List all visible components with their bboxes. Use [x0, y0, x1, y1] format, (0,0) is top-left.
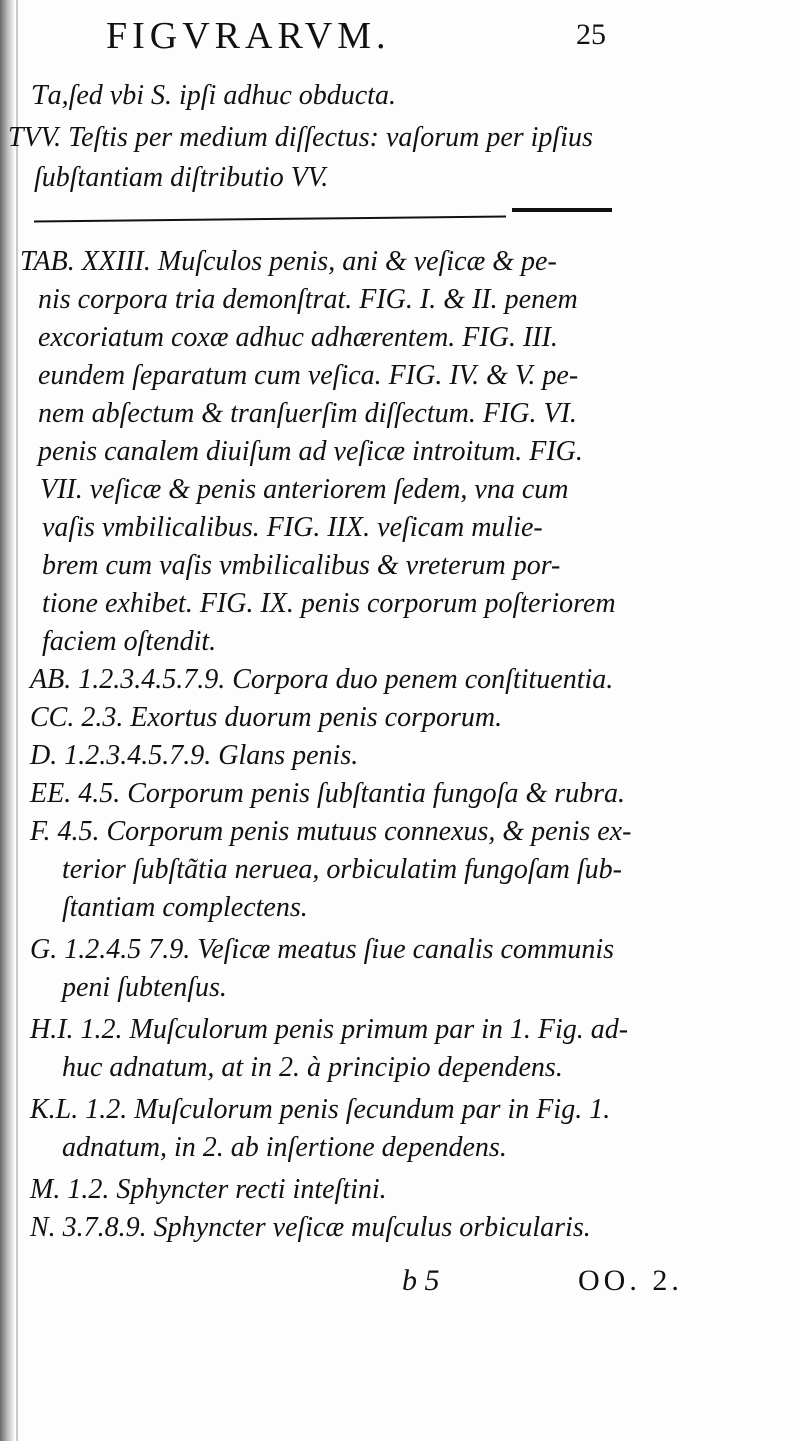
text-line: faciem oſtendit.: [42, 626, 217, 657]
text-line: Ƭa,ſed vbi S. ipſi adhuc obducta.: [32, 80, 396, 111]
legend-entry: F. 4.5. Corporum penis mutuus connexus, & penis ex-: [30, 816, 632, 847]
text-line: tione exhibet. FIG. IX. penis corporum poſteriorem: [42, 588, 616, 619]
horizontal-rule: [34, 216, 506, 223]
text-line: excoriatum coxæ adhuc adhærentem. FIG. III.: [38, 322, 558, 353]
text-line: vaſis vmbilicalibus. FIG. IIX. veſicam mulie-: [42, 512, 543, 543]
legend-entry-continued: huc adnatum, at in 2. à principio dependens.: [62, 1052, 563, 1083]
legend-entry: N. 3.7.8.9. Sphyncter veſicæ muſculus orbicularis.: [30, 1212, 591, 1243]
legend-entry-continued: terior ſubſtãtia neruea, orbiculatim fungoſam ſub-: [62, 854, 622, 885]
legend-entry: K.L. 1.2. Muſculorum penis ſecundum par in Fig. 1.: [30, 1094, 611, 1125]
text-line: VII. veſicæ & penis anteriorem ſedem, vna cum: [40, 474, 569, 505]
text-line: TVV. Teſtis per medium diſſectus: vaſorum per ipſius: [8, 122, 593, 153]
text-line: brem cum vaſis vmbilicalibus & vreterum por-: [42, 550, 561, 581]
legend-entry: M. 1.2. Sphyncter recti inteſtini.: [30, 1174, 387, 1205]
page-edge-line: [16, 0, 18, 1441]
binding-gutter: [0, 0, 14, 1441]
page-number: 25: [576, 18, 606, 51]
text-line: eundem ſeparatum cum veſica. FIG. IV. & V. pe-: [38, 360, 579, 391]
text-line: nis corpora tria demonſtrat. FIG. I. & II. penem: [38, 284, 578, 315]
legend-entry: AB. 1.2.3.4.5.7.9. Corpora duo penem conſtituentia.: [30, 664, 614, 695]
text-line: ſubſtantiam diſtributio VV.: [34, 162, 329, 193]
legend-entry: CC. 2.3. Exortus duorum penis corporum.: [30, 702, 503, 733]
page-header: [0, 14, 800, 64]
text-line: penis canalem diuiſum ad veſicæ introitum. FIG.: [38, 436, 583, 467]
legend-entry: H.I. 1.2. Muſculorum penis primum par in 1. Fig. ad-: [30, 1014, 629, 1045]
legend-entry: EE. 4.5. Corporum penis ſubſtantia fungoſa & rubra.: [30, 778, 626, 809]
running-title: FIGVRARVM.: [106, 15, 391, 57]
signature-mark: b 5: [402, 1264, 440, 1297]
text-line: TAB. XXIII. Muſculos penis, ani & veſicæ & pe-: [20, 246, 557, 277]
text-line: nem abſectum & tranſuerſim diſſectum. FIG. VI.: [38, 398, 577, 429]
legend-entry: G. 1.2.4.5 7.9. Veſicæ meatus ſiue canalis communis: [30, 934, 615, 965]
legend-entry-continued: peni ſubtenſus.: [62, 972, 227, 1003]
legend-entry: D. 1.2.3.4.5.7.9. Glans penis.: [30, 740, 359, 771]
legend-entry-continued: adnatum, in 2. ab inſertione dependens.: [62, 1132, 507, 1163]
horizontal-rule-short: [512, 208, 612, 212]
catchword: OO. 2.: [578, 1264, 683, 1297]
legend-entry-continued: ſtantiam complectens.: [62, 892, 308, 923]
